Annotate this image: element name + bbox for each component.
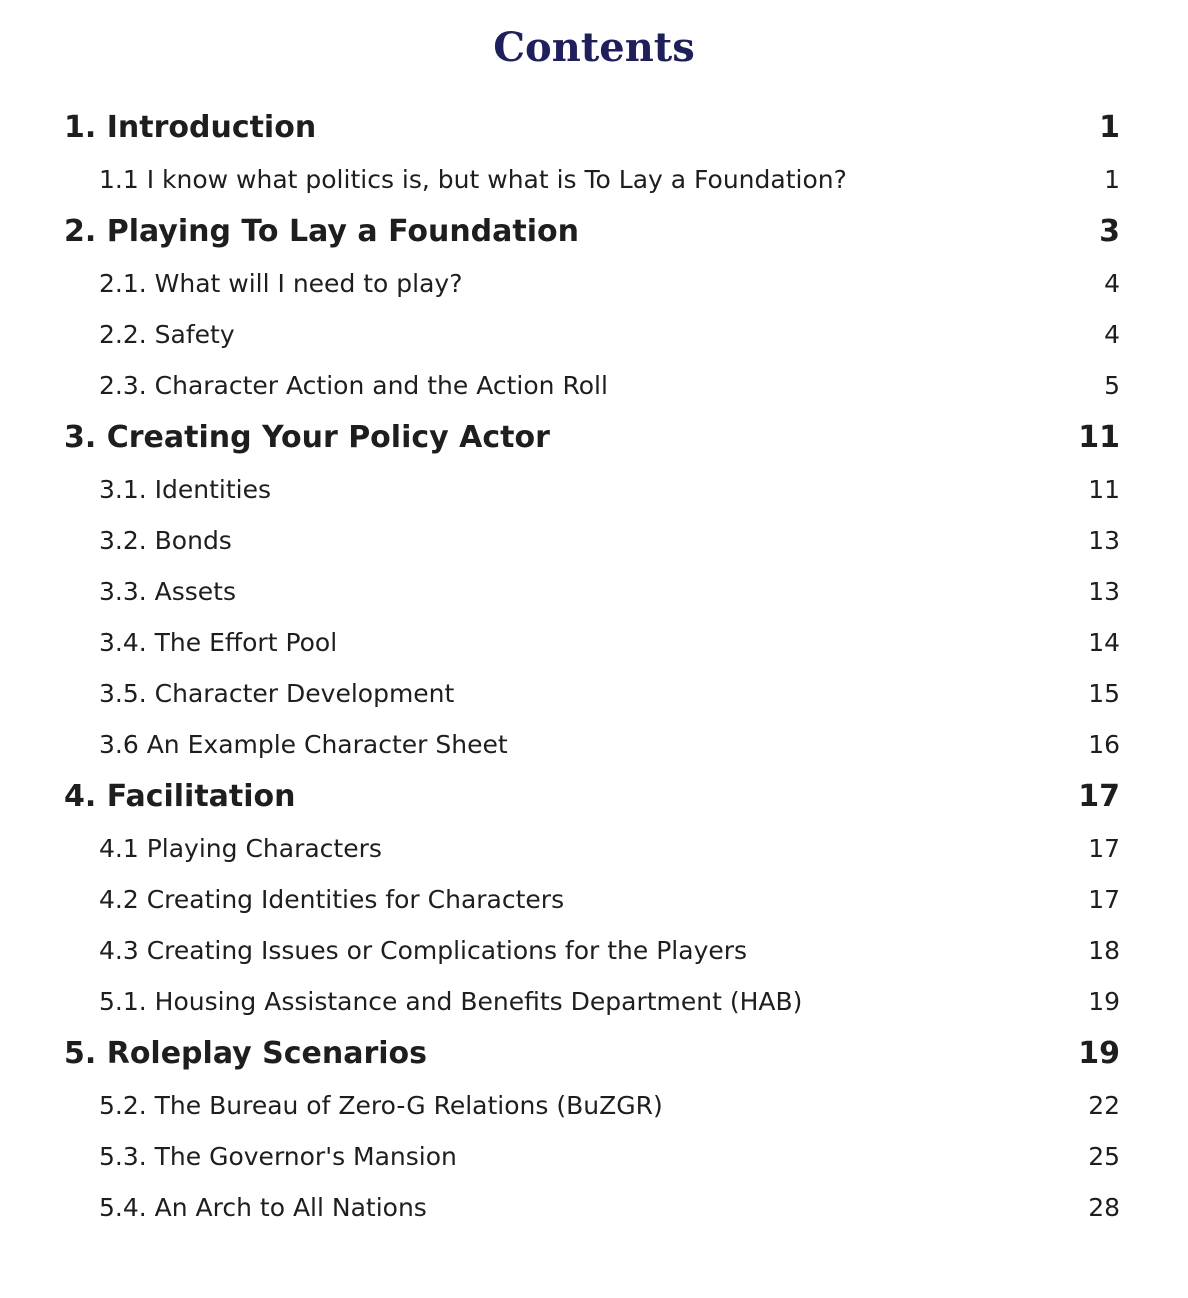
toc-section-entry[interactable] bbox=[64, 1182, 1120, 1233]
toc-entry-page-number: 18 bbox=[1088, 936, 1120, 965]
toc-section-entry[interactable] bbox=[64, 258, 1120, 309]
toc-section-entry[interactable] bbox=[64, 925, 1120, 976]
toc-chapter-entry[interactable] bbox=[64, 101, 1120, 154]
toc-entry-page-number: 25 bbox=[1088, 1142, 1120, 1171]
toc-chapter-entry[interactable] bbox=[64, 1027, 1120, 1080]
toc-section-entry[interactable] bbox=[64, 1080, 1120, 1131]
toc-entry-page-number: 4 bbox=[1104, 320, 1120, 349]
toc-entry-label: 4.3 Creating Issues or Complications for the Players bbox=[99, 936, 748, 965]
toc-entry-label: 5.1. Housing Assistance and Benefits Department (HAB) bbox=[99, 987, 803, 1016]
toc-entry-page-number: 15 bbox=[1088, 679, 1120, 708]
toc-entry-page-number: 17 bbox=[1088, 885, 1120, 914]
toc-entry-label: 5.4. An Arch to All Nations bbox=[99, 1193, 427, 1222]
toc-section-entry[interactable] bbox=[64, 309, 1120, 360]
toc-section-entry[interactable] bbox=[64, 464, 1120, 515]
toc-chapter-entry[interactable] bbox=[64, 205, 1120, 258]
toc-entry-page-number: 1 bbox=[1099, 110, 1120, 145]
toc-entry-label: 2.1. What will I need to play? bbox=[99, 269, 463, 298]
toc-section-entry[interactable] bbox=[64, 154, 1120, 205]
toc-entry-page-number: 13 bbox=[1088, 577, 1120, 606]
toc-section-entry[interactable] bbox=[64, 668, 1120, 719]
toc-entry-label: 5.2. The Bureau of Zero-G Relations (BuZGR) bbox=[99, 1091, 663, 1120]
page-title: Contents bbox=[493, 24, 695, 71]
toc-entry-label: 1. Introduction bbox=[64, 110, 317, 145]
toc-entry-label: 2.3. Character Action and the Action Roll bbox=[99, 371, 608, 400]
toc-entry-label: 3. Creating Your Policy Actor bbox=[64, 420, 550, 455]
toc-entry-label: 4. Facilitation bbox=[64, 779, 296, 814]
toc-section-entry[interactable] bbox=[64, 874, 1120, 925]
toc-entry-label: 3.1. Identities bbox=[99, 475, 272, 504]
toc-entry-label: 3.6 An Example Character Sheet bbox=[99, 730, 508, 759]
toc-section-entry[interactable] bbox=[64, 617, 1120, 668]
toc-entry-label: 3.3. Assets bbox=[99, 577, 237, 606]
toc-entry-label: 5.3. The Governor's Mansion bbox=[99, 1142, 457, 1171]
toc-entry-page-number: 5 bbox=[1104, 371, 1120, 400]
toc-entry-label: 4.1 Playing Characters bbox=[99, 834, 382, 863]
toc-entry-label: 2.2. Safety bbox=[99, 320, 235, 349]
toc-section-entry[interactable] bbox=[64, 515, 1120, 566]
toc-entry-page-number: 17 bbox=[1088, 834, 1120, 863]
toc-entry-page-number: 3 bbox=[1099, 214, 1120, 249]
toc-section-entry[interactable] bbox=[64, 823, 1120, 874]
toc-entry-page-number: 14 bbox=[1088, 628, 1120, 657]
toc-entry-label: 3.4. The Effort Pool bbox=[99, 628, 338, 657]
toc-entry-page-number: 19 bbox=[1088, 987, 1120, 1016]
toc-entry-page-number: 19 bbox=[1078, 1036, 1120, 1071]
toc-entry-label: 5. Roleplay Scenarios bbox=[64, 1036, 428, 1071]
toc-entry-page-number: 1 bbox=[1104, 165, 1120, 194]
toc-entry-label: 2. Playing To Lay a Foundation bbox=[64, 214, 579, 249]
toc-section-entry[interactable] bbox=[64, 566, 1120, 617]
toc-entry-label: 1.1 I know what politics is, but what is To Lay a Foundation? bbox=[99, 165, 847, 194]
toc-entry-label: 3.5. Character Development bbox=[99, 679, 455, 708]
toc-section-entry[interactable] bbox=[64, 719, 1120, 770]
toc-chapter-entry[interactable] bbox=[64, 411, 1120, 464]
toc-entry-page-number: 4 bbox=[1104, 269, 1120, 298]
toc-entry-page-number: 11 bbox=[1078, 420, 1120, 455]
toc-section-entry[interactable] bbox=[64, 1131, 1120, 1182]
toc-chapter-entry[interactable] bbox=[64, 770, 1120, 823]
toc-entry-page-number: 13 bbox=[1088, 526, 1120, 555]
toc-entry-label: 3.2. Bonds bbox=[99, 526, 232, 555]
toc-section-entry[interactable] bbox=[64, 360, 1120, 411]
toc-entry-page-number: 16 bbox=[1088, 730, 1120, 759]
table-of-contents bbox=[64, 101, 1120, 1233]
toc-section-entry[interactable] bbox=[64, 976, 1120, 1027]
toc-entry-page-number: 11 bbox=[1088, 475, 1120, 504]
toc-entry-page-number: 17 bbox=[1078, 779, 1120, 814]
toc-entry-page-number: 28 bbox=[1088, 1193, 1120, 1222]
toc-entry-label: 4.2 Creating Identities for Characters bbox=[99, 885, 565, 914]
toc-entry-page-number: 22 bbox=[1088, 1091, 1120, 1120]
